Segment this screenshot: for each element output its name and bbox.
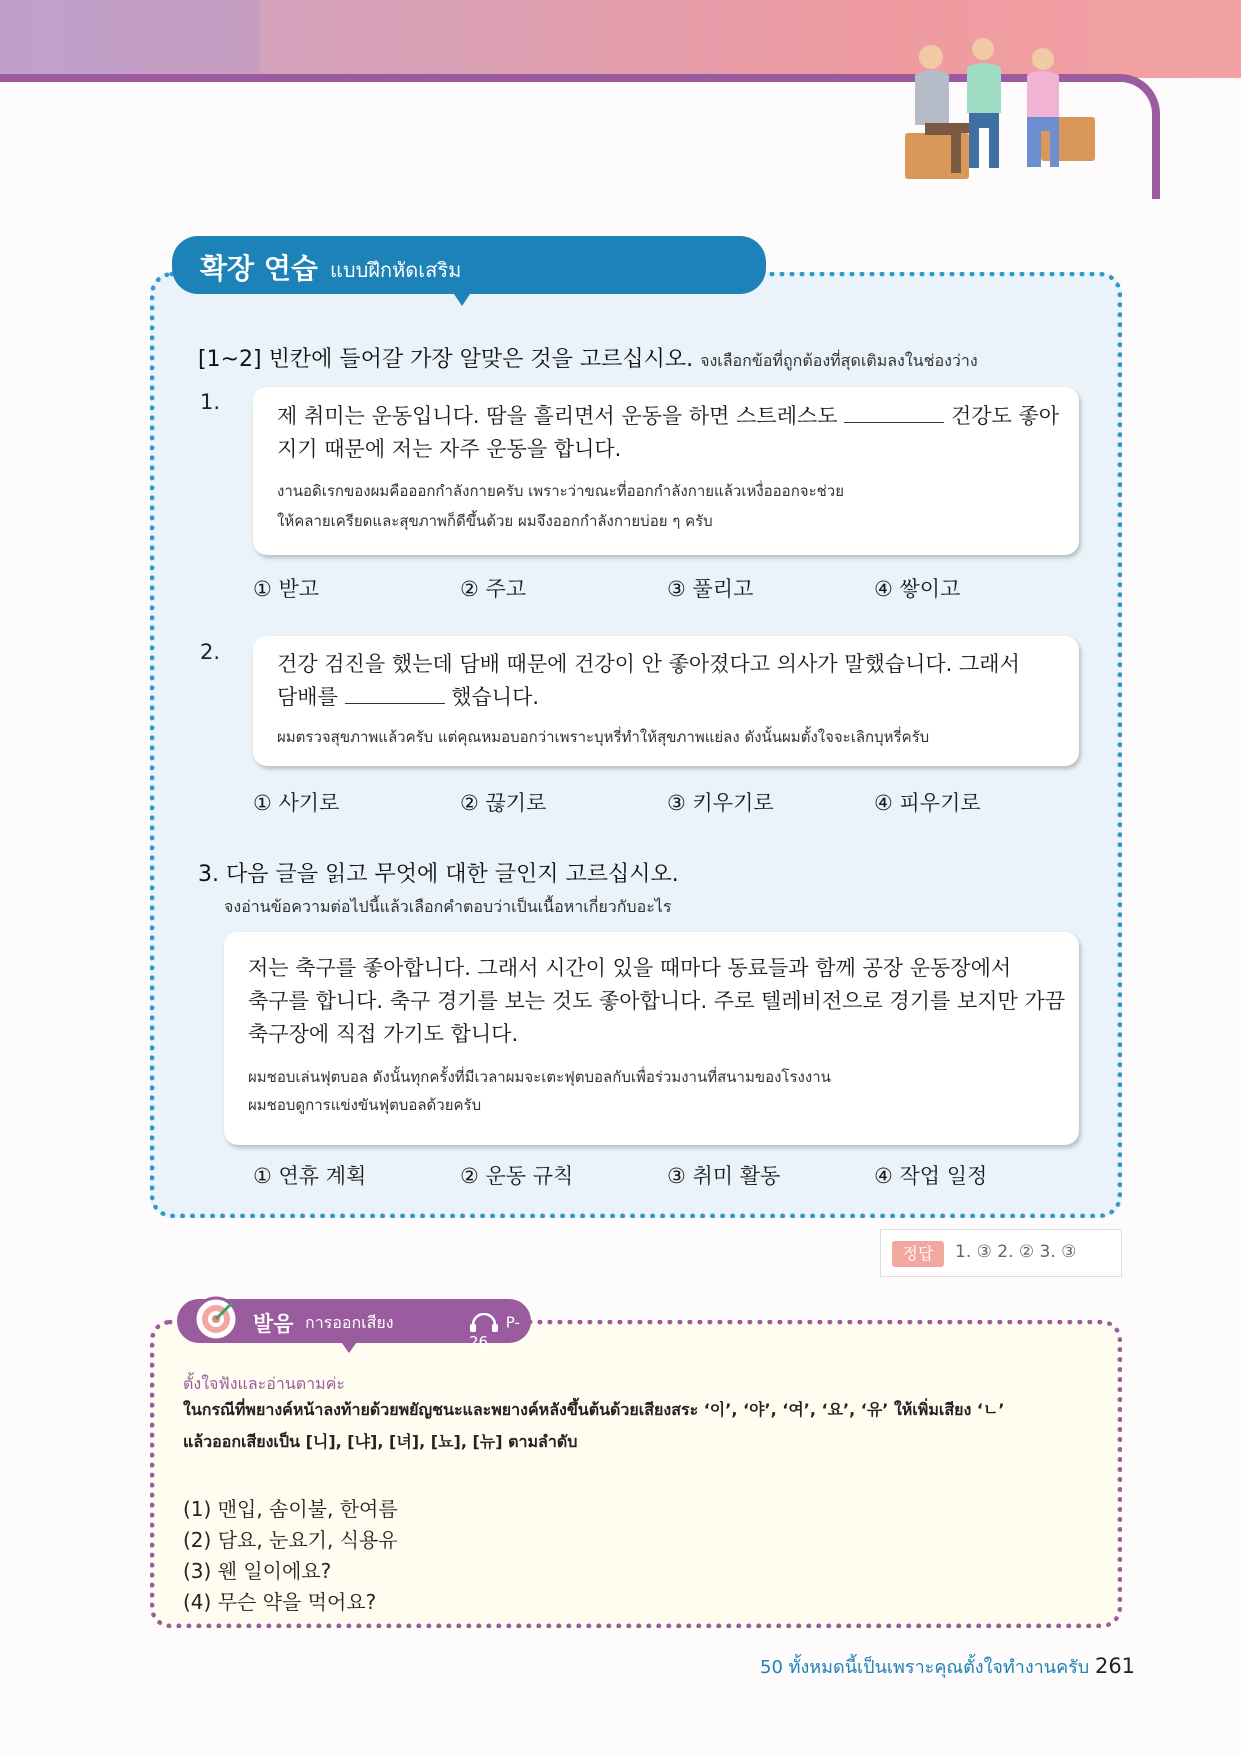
audio-ref: P-26: [469, 1313, 520, 1351]
q3-line3: 축구장에 직접 가기도 합니다.: [248, 1022, 519, 1046]
q1-line1-after: 건강도 좋아: [950, 404, 1060, 428]
q12-instruction-th: จงเลือกข้อที่ถูกต้องที่สุดเติมลงในช่องว่าง: [700, 351, 978, 370]
practice-title: 확장 연습: [200, 252, 318, 285]
q1-blank: [844, 407, 944, 423]
q1-option-1[interactable]: ① 받고: [253, 577, 320, 601]
pronunciation-item-4: (4) 무슨 약을 먹어요?: [183, 1590, 377, 1614]
q3-instruction-ko: 3. 다음 글을 읽고 무엇에 대한 글인지 고르십시오.: [198, 862, 679, 887]
q1-line1: [277, 400, 1059, 433]
headphones-icon: [469, 1313, 499, 1333]
q2-line1: 건강 검진을 했는데 담배 때문에 건강이 안 좋아졌다고 의사가 말했습니다. 그래서: [277, 652, 1020, 676]
q2-line2-after: 했습니다.: [451, 685, 540, 709]
q3-option-3[interactable]: ③ 취미 활동: [667, 1164, 781, 1188]
q2-line2: [277, 681, 539, 714]
q3-instruction-th-wrap: [224, 893, 671, 920]
answer-text: 1. ③ 2. ② 3. ③: [955, 1242, 1077, 1262]
pronunciation-item-1: (1) 맨입, 솜이불, 한여름: [183, 1497, 398, 1521]
q2-passage-card: [253, 636, 1079, 766]
q3-passage-card: [224, 932, 1079, 1145]
q2-thai-line1: ผมตรวจสุขภาพแล้วครับ แต่คุณหมอบอกว่าเพราะบุหรี่ทำให้สุขภาพแย่ลง ดังนั้นผมตั้งใจจะเลิกบุหรี่ครับ: [277, 728, 930, 746]
answer-badge: 정답: [892, 1241, 944, 1267]
pronunciation-item-3: (3) 웬 일이에요?: [183, 1559, 332, 1583]
q3-instruction-th: จงอ่านข้อความต่อไปนี้แล้วเลือกคำตอบว่าเป็นเนื้อหาเกี่ยวกับอะไร: [224, 897, 672, 916]
pronunciation-rule-line2: แล้วออกเสียงเป็น [니], [냐], [녀], [뇨], [뉴] ตามลำดับ: [183, 1432, 578, 1451]
header-curve: [1100, 74, 1160, 199]
q1-line1-before: 제 취미는 운동입니다. 땀을 흘리면서 운동을 하면 스트레스도: [277, 404, 838, 428]
target-icon: [193, 1296, 239, 1342]
q2-option-1[interactable]: ① 사기로: [253, 791, 340, 815]
practice-title-tab: [172, 236, 766, 294]
audio-track[interactable]: [469, 1313, 531, 1351]
q3-option-2[interactable]: ② 운동 규칙: [460, 1164, 574, 1188]
q1-thai-line2: ให้คลายเครียดและสุขภาพก็ดีขึ้นด้วย ผมจึงออกกำลังกายบ่อย ๆ ครับ: [277, 512, 713, 530]
q2-blank: [345, 688, 445, 704]
pronunciation-rule-line1: ในกรณีที่พยางค์หน้าลงท้ายด้วยพยัญชนะและพยางค์หลังขึ้นต้นด้วยเสียงสระ ‘이’, ‘야’, ‘여’, ‘요’, ‘유’ ให้เพิ่มเสียง ‘ㄴ’: [183, 1400, 1005, 1419]
q2-number: 2.: [200, 640, 221, 664]
pronunciation-title-thai: การออกเสียง: [305, 1313, 394, 1332]
q3-option-1[interactable]: ① 연휴 계획: [253, 1164, 367, 1188]
q2-option-3[interactable]: ③ 키우기로: [667, 791, 774, 815]
q12-instruction-ko: [1~2] 빈칸에 들어갈 가장 알맞은 것을 고르십시오.: [198, 347, 694, 372]
page-number: 261: [1094, 1654, 1136, 1678]
pronunciation-title: 발음: [253, 1312, 294, 1336]
q3-option-4[interactable]: ④ 작업 일정: [874, 1164, 988, 1188]
q12-instruction: [198, 342, 978, 374]
q1-option-3[interactable]: ③ 풀리고: [667, 577, 754, 601]
q1-option-4[interactable]: ④ 쌓이고: [874, 577, 961, 601]
people-illustration: [895, 35, 1100, 195]
q1-number: 1.: [200, 390, 221, 414]
q3-line1: 저는 축구를 좋아합니다. 그래서 시간이 있을 때마다 동료들과 함께 공장 운동장에서: [248, 956, 1012, 980]
pronunciation-subtitle: ตั้งใจฟังและอ่านตามค่ะ: [183, 1374, 345, 1393]
q1-option-2[interactable]: ② 주고: [460, 577, 527, 601]
pronunciation-item-2: (2) 담요, 눈요기, 식용유: [183, 1528, 398, 1552]
q2-option-4[interactable]: ④ 피우기로: [874, 791, 981, 815]
q3-thai-line2: ผมชอบดูการแข่งขันฟุตบอลด้วยครับ: [248, 1096, 482, 1114]
q2-option-2[interactable]: ② 끊기로: [460, 791, 547, 815]
practice-title-thai: แบบฝึกหัดเสริม: [330, 258, 462, 282]
q3-line2: 축구를 합니다. 축구 경기를 보는 것도 좋아합니다. 주로 텔레비전으로 경기를 보지만 가끔: [248, 989, 1066, 1013]
q1-line2: 지기 때문에 저는 자주 운동을 합니다.: [277, 437, 622, 461]
tab-pointer: [450, 288, 474, 306]
q1-passage-card: [253, 387, 1079, 555]
page-footer: [760, 1652, 1135, 1681]
unit-title: 50 ทั้งหมดนี้เป็นเพราะคุณตั้งใจทำงานครับ: [760, 1657, 1090, 1678]
q2-line2-before: 담배를: [277, 685, 338, 709]
answer-key: [880, 1229, 1122, 1277]
q1-thai-line1: งานอดิเรกของผมคือออกกำลังกายครับ เพราะว่าขณะที่ออกกำลังกายแล้วเหงื่อออกจะช่วย: [277, 482, 845, 500]
tab2-pointer: [339, 1339, 359, 1353]
q3-thai-line1: ผมชอบเล่นฟุตบอล ดังนั้นทุกครั้งที่มีเวลาผมจะเตะฟุตบอลกับเพื่อร่วมงานที่สนามของโรงงาน: [248, 1068, 831, 1086]
